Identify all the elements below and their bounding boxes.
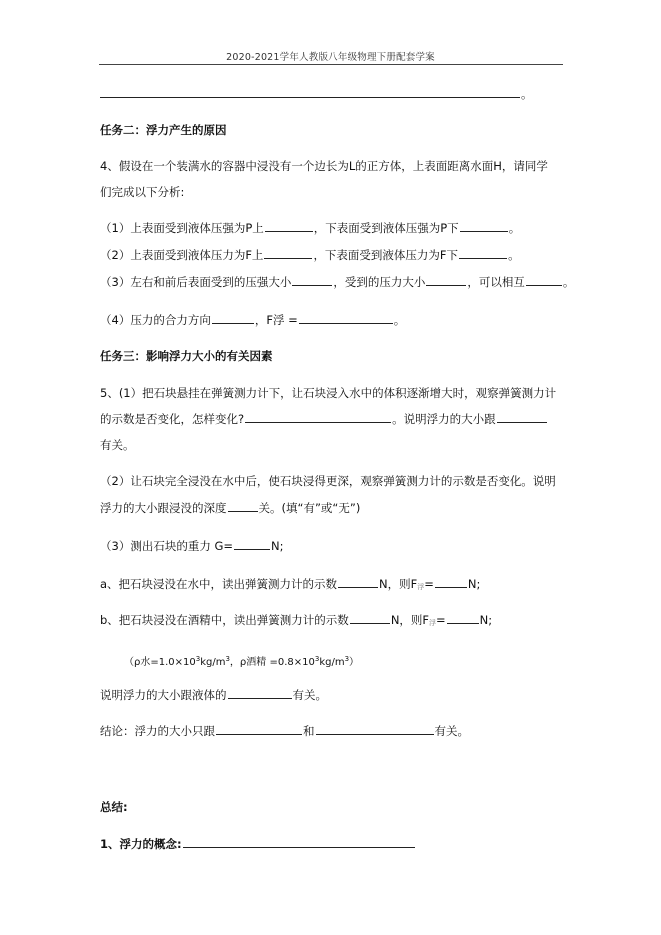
- q4-item1: （1）上表面受到液体压强为P上 ，下表面受到液体压强为P下 。: [100, 221, 521, 235]
- summary-title: 总结:: [100, 800, 128, 814]
- answer-blank[interactable]: [216, 723, 302, 735]
- summary-item1: 1、浮力的概念:: [100, 836, 416, 852]
- q5-p3: （3）测出石块的重力 G= N;: [100, 539, 284, 553]
- answer-blank[interactable]: [100, 86, 520, 98]
- q5-step-b: b、把石块浸没在酒精中，读出弹簧测力计的示数 N，则F浮= N;: [100, 613, 493, 627]
- answer-blank[interactable]: [459, 247, 507, 259]
- q5-p2-line2: 浮力的大小跟浸没的深度 关。(填“有”或“无”): [100, 501, 361, 515]
- header-divider: [99, 64, 563, 65]
- q5-liquid-line: 说明浮力的大小跟液体的 有关。: [100, 688, 327, 702]
- answer-blank[interactable]: [265, 220, 313, 232]
- answer-blank[interactable]: [460, 220, 508, 232]
- q5-conclusion: 结论：浮力的大小只跟 和 有关。: [100, 724, 469, 738]
- q4-intro-line2: 们完成以下分析:: [100, 185, 185, 199]
- answer-blank[interactable]: [245, 411, 391, 423]
- answer-blank[interactable]: [350, 612, 390, 624]
- q5-p2-line1: （2）让石块完全浸没在水中后，使石块浸得更深，观察弹簧测力计的示数是否变化。说明: [100, 474, 556, 488]
- q4-item4: （4）压力的合力方向 ，F浮 = 。: [100, 313, 406, 327]
- answer-blank[interactable]: [234, 538, 270, 550]
- q5-p1-line3: 有关。: [100, 438, 135, 452]
- answer-blank[interactable]: [526, 274, 562, 286]
- answer-blank[interactable]: [316, 723, 434, 735]
- task2-title: 任务二：浮力产生的原因: [100, 123, 227, 137]
- answer-blank[interactable]: [292, 274, 332, 286]
- answer-blank[interactable]: [426, 274, 466, 286]
- density-note: （ρ水$=1.0\times 10^3kg/m^3$，ρ酒精 $=0.8\times 10^3kg/m^3$）: [124, 655, 360, 668]
- answer-blank[interactable]: [497, 411, 547, 423]
- answer-blank[interactable]: [447, 612, 479, 624]
- q4-item3: （3）左右和前后表面受到的压强大小 ，受到的压力大小 ，可以相互 。: [100, 275, 575, 289]
- q4-item2: （2）上表面受到液体压力为F上 ，下表面受到液体压力为F下 。: [100, 248, 520, 262]
- q5-step-a: a、把石块浸没在水中，读出弹簧测力计的示数 N，则F浮= N;: [100, 577, 481, 591]
- answer-blank[interactable]: [435, 576, 467, 588]
- answer-blank[interactable]: [264, 247, 312, 259]
- answer-blank[interactable]: [299, 312, 393, 324]
- answer-blank[interactable]: [183, 836, 415, 848]
- task3-title: 任务三：影响浮力大小的有关因素: [100, 349, 273, 363]
- answer-blank[interactable]: [338, 576, 378, 588]
- q5-p1-line1: 5、(1）把石块悬挂在弹簧测力计下，让石块浸入水中的体积逐渐增大时，观察弹簧测力计: [100, 386, 557, 400]
- answer-blank[interactable]: [212, 312, 254, 324]
- page-header: 2020-2021学年人教版八年级物理下册配套学案: [226, 52, 435, 63]
- top-answer-line: 。: [99, 86, 533, 102]
- answer-blank[interactable]: [228, 500, 258, 512]
- answer-blank[interactable]: [228, 687, 292, 699]
- q4-intro-line1: 4、假设在一个装满水的容器中浸没有一个边长为L的正方体，上表面距离水面H，请同学: [100, 159, 548, 173]
- q5-p1-line2: 的示数是否变化，怎样变化? 。说明浮力的大小跟: [100, 411, 548, 427]
